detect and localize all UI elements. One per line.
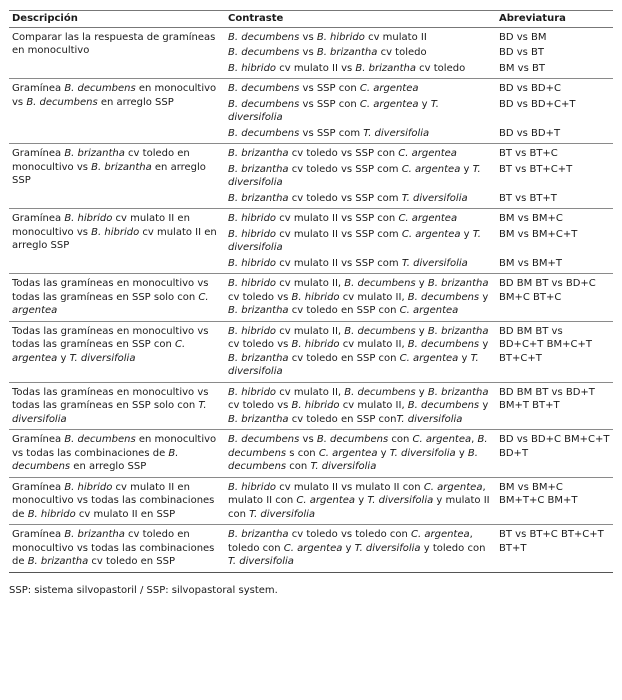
header-descripcion: Descripción xyxy=(9,11,225,28)
cell-abreviatura: BT vs BT+C xyxy=(499,148,558,159)
cell-contraste: B. brizantha cv toledo vs SSP com C. argentea y T. diversifolia xyxy=(228,163,481,188)
cell-abreviatura: BM vs BM+C BM+T+C BM+T xyxy=(496,477,613,525)
document xyxy=(9,10,613,597)
cell-contraste: B. decumbens vs B. hibrido cv mulato II xyxy=(228,31,427,43)
cell-contraste: B. hibrido cv mulato II, B. decumbens y B. brizantha cv toledo vs B. hibrido cv mulato II, B. decumbens y B. brizantha cv toledo en SSP conT. diversifolia xyxy=(225,382,496,430)
cell-abreviatura: BD vs BD+C+T xyxy=(499,98,576,110)
cell-descripcion: Todas las gramíneas en monocultivo vs todas las gramíneas en SSP con C. argentea y T. diversifolia xyxy=(9,321,225,382)
cell-descripcion: Gramínea B. brizantha cv toledo en monocultivo vs todas las combinaciones de B. brizantha cv toledo en SSP xyxy=(9,525,225,573)
table-row xyxy=(9,144,613,161)
cell-contraste: B. hibrido cv mulato II, B. decumbens y B. brizantha cv toledo vs B. hibrido cv mulato II, B. decumbens y B. brizantha cv toledo en SSP con C. argentea xyxy=(225,274,496,322)
cell-abreviatura: BD vs BT xyxy=(499,47,545,58)
cell-contraste: B. hibrido cv mulato II vs SSP com C. argentea y T. diversifolia xyxy=(228,228,481,253)
table-row xyxy=(9,209,613,226)
cell-abreviatura: BD vs BM xyxy=(499,31,547,43)
cell-contraste: B. hibrido cv mulato II, B. decumbens y B. brizantha cv toledo vs B. hibrido cv mulato II, B. decumbens y B. brizantha cv toledo en SSP con C. argentea y T. diversifolia xyxy=(225,321,496,382)
table-row xyxy=(9,274,613,322)
footnote: SSP: sistema silvopastoril / SSP: silvopastoral system. xyxy=(9,584,278,596)
cell-abreviatura: BT vs BT+T xyxy=(496,190,613,209)
cell-descripcion: Gramínea B. hibrido cv mulato II en monocultivo vs B. hibrido cv mulato II en arreglo SSP xyxy=(9,209,225,274)
cell-abreviatura: BM vs BT xyxy=(496,60,613,79)
cell-descripcion: Comparar las la respuesta de gramíneas en monocultivo xyxy=(9,27,225,79)
cell-contraste: B. hibrido cv mulato II vs B. brizantha cv toledo xyxy=(225,60,496,79)
cell-descripcion: Gramínea B. decumbens en monocultivo vs todas las combinaciones de B. decumbens en arreglo SSP xyxy=(9,430,225,478)
cell-contraste: B. decumbens vs SSP con C. argentea y T. diversifolia xyxy=(228,98,439,123)
cell-contraste: B. decumbens vs SSP con C. argentea xyxy=(228,83,419,94)
contrasts-table xyxy=(9,10,613,573)
cell-contraste: B. hibrido cv mulato II vs SSP con C. argentea xyxy=(228,213,458,224)
table-header-row xyxy=(9,11,613,28)
table-row xyxy=(9,477,613,525)
cell-abreviatura: BM vs BM+C+T xyxy=(499,228,578,240)
table-row xyxy=(9,79,613,96)
cell-abreviatura: BM vs BM+C xyxy=(499,213,563,224)
cell-abreviatura: BD vs BD+C xyxy=(499,83,561,94)
cell-contraste: B. brizantha cv toledo vs SSP con C. argentea xyxy=(228,148,457,159)
cell-abreviatura: BD vs BD+T xyxy=(496,125,613,144)
table-row xyxy=(9,430,613,478)
header-contraste: Contraste xyxy=(225,11,496,28)
cell-contraste: B. hibrido cv mulato II vs mulato II con C. argentea, mulato II con C. argentea y T. diversifolia y mulato II con T. diversifolia xyxy=(225,477,496,525)
table-body xyxy=(9,27,613,572)
cell-contraste: B. hibrido cv mulato II vs SSP com T. diversifolia xyxy=(225,255,496,274)
table-row xyxy=(9,382,613,430)
table-row xyxy=(9,525,613,573)
table-row xyxy=(9,321,613,382)
cell-abreviatura: BD BM BT vs BD+T BM+T BT+T xyxy=(496,382,613,430)
cell-contraste: B. decumbens vs B. brizantha cv toledo xyxy=(228,47,427,58)
cell-abreviatura: BD vs BD+C BM+C+T BD+T xyxy=(496,430,613,478)
cell-abreviatura: BM vs BM+T xyxy=(496,255,613,274)
cell-descripcion: Gramínea B. brizantha cv toledo en monocultivo vs B. brizantha en arreglo SSP xyxy=(9,144,225,209)
cell-abreviatura: BT vs BT+C+T xyxy=(499,163,573,175)
header-abreviatura: Abreviatura xyxy=(496,11,613,28)
cell-descripcion: Gramínea B. hibrido cv mulato II en monocultivo vs todas las combinaciones de B. hibrido cv mulato II en SSP xyxy=(9,477,225,525)
cell-descripcion: Todas las gramíneas en monocultivo vs todas las gramíneas en SSP solo con T. diversifolia xyxy=(9,382,225,430)
cell-contraste: B. decumbens vs B. decumbens con C. argentea, B. decumbens s con C. argentea y T. diversifolia y B. decumbens con T. diversifolia xyxy=(225,430,496,478)
cell-contraste: B. brizantha cv toledo vs toledo con C. argentea, toledo con C. argentea y T. diversifolia y toledo con T. diversifolia xyxy=(225,525,496,573)
cell-descripcion: Gramínea B. decumbens en monocultivo vs B. decumbens en arreglo SSP xyxy=(9,79,225,144)
table-row xyxy=(9,27,613,44)
cell-abreviatura: BD BM BT vs BD+C+T BM+C+T BT+C+T xyxy=(496,321,613,382)
cell-abreviatura: BT vs BT+C BT+C+T BT+T xyxy=(496,525,613,573)
cell-abreviatura: BD BM BT vs BD+C BM+C BT+C xyxy=(496,274,613,322)
cell-descripcion: Todas las gramíneas en monocultivo vs todas las gramíneas en SSP solo con C. argentea xyxy=(9,274,225,322)
cell-contraste: B. brizantha cv toledo vs SSP com T. diversifolia xyxy=(225,190,496,209)
cell-contraste: B. decumbens vs SSP com T. diversifolia xyxy=(225,125,496,144)
